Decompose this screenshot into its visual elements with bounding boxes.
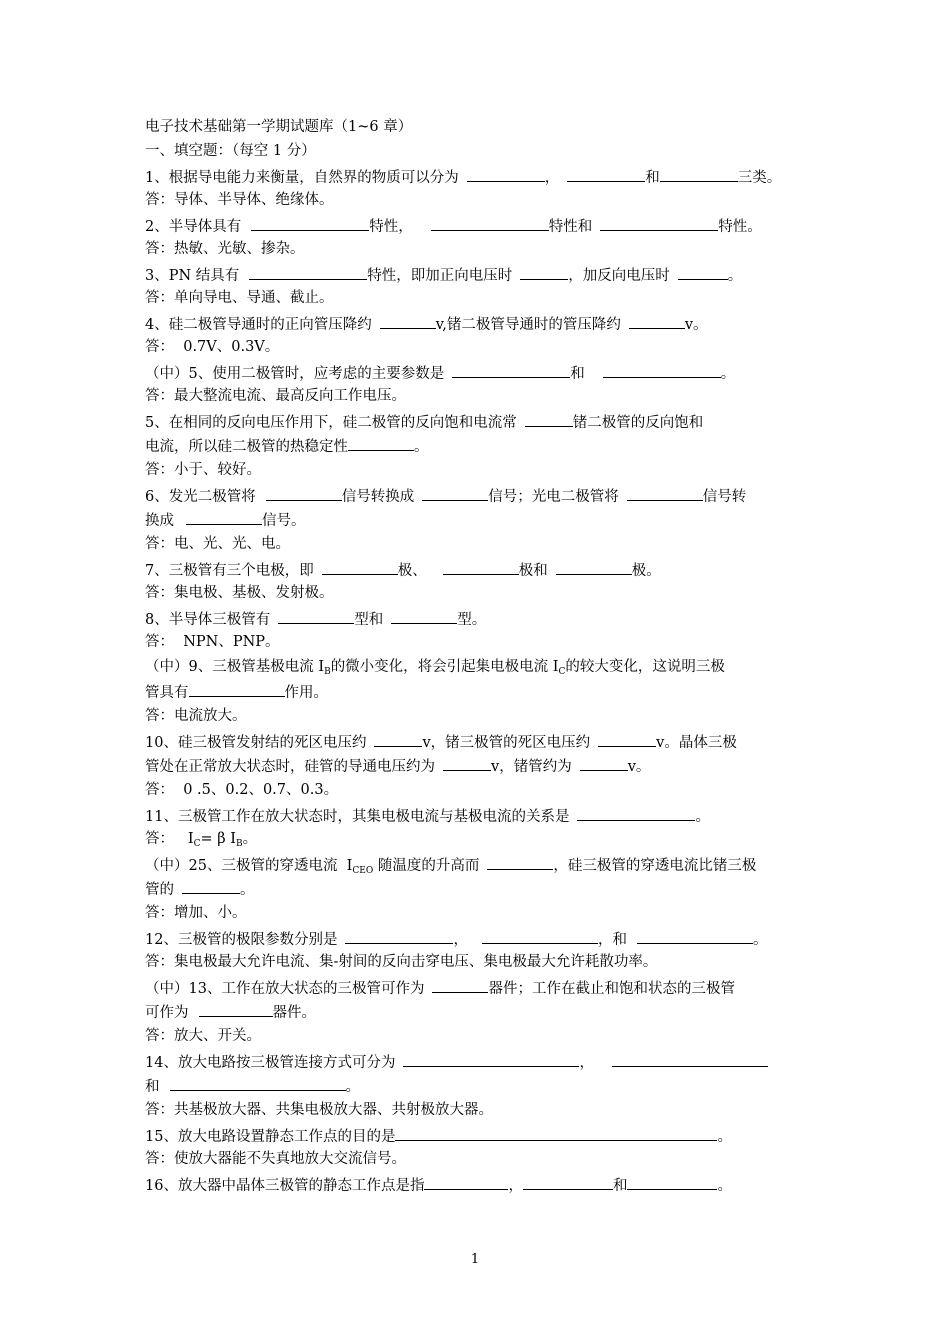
answer-15: 答：使放大器能不失真地放大交流信号。	[145, 1151, 406, 1167]
answer-6: 答：电、光、光、电。	[145, 536, 290, 552]
answer-3: 答：单向导电、导通、截止。	[145, 290, 334, 306]
answer-blank	[380, 314, 436, 329]
answer-blank	[170, 1076, 346, 1091]
answer-blank	[345, 929, 453, 944]
answer-blank	[556, 560, 632, 575]
answer-5-mid: 答：最大整流电流、最高反向工作电压。	[145, 388, 406, 404]
question-12: 12、三极管的极限参数分别是 ， ，和 。	[145, 929, 767, 949]
question-16: 16、放大器中晶体三极管的静态工作点是指 ， 和 。	[145, 1175, 732, 1195]
question-5: 5、在相同的反向电压作用下，硅二极管的反向饱和电流常 锗二极管的反向饱和	[145, 412, 703, 432]
answer-blank	[189, 682, 285, 697]
question-1: 1、根据导电能力来衡量，自然界的物质可以分为 ， 和 三类。	[145, 167, 781, 187]
answer-blank	[424, 1175, 508, 1190]
answer-blank	[567, 167, 645, 182]
question-10: 10、硅三极管发射结的死区电压约 v，锗三极管的死区电压约 v。晶体三极	[145, 732, 737, 752]
answer-5: 答：小于、较好。	[145, 462, 261, 478]
answer-blank	[600, 216, 718, 231]
answer-blank	[266, 486, 342, 501]
question-13-cont: 可作为 器件。	[145, 1002, 316, 1022]
answer-blank	[487, 855, 553, 870]
answer-2: 答：热敏、光敏、掺杂。	[145, 241, 305, 257]
answer-blank	[348, 436, 414, 451]
answer-blank	[322, 560, 398, 575]
section-heading: 一、填空题：（每空 1 分）	[145, 143, 316, 159]
question-10-cont: 管处在正常放大状态时，硅管的导通电压约为 v，锗管约为 v。	[145, 756, 650, 776]
answer-blank	[612, 1052, 768, 1067]
answer-blank	[186, 510, 262, 525]
answer-blank	[577, 806, 695, 821]
answer-blank	[374, 732, 422, 747]
answer-blank	[278, 609, 354, 624]
question-25-cont: 管的 。	[145, 879, 255, 899]
question-2: 2、半导体具有 特性， 特性和 特性。	[145, 216, 762, 236]
answer-8: 答： NPN、PNP。	[145, 634, 280, 650]
answer-13: 答：放大、开关。	[145, 1028, 261, 1044]
answer-blank	[525, 412, 573, 427]
answer-25: 答：增加、小。	[145, 905, 247, 921]
question-6: 6、发光二极管将 信号转换成 信号；光电二极管将 信号转	[145, 486, 746, 506]
question-5-mid: （中）5、使用二极管时，应考虑的主要参数是 和 。	[145, 363, 735, 383]
answer-blank	[603, 363, 721, 378]
answer-blank	[520, 265, 568, 280]
answer-blank	[637, 929, 753, 944]
answer-blank	[432, 978, 488, 993]
answer-blank	[443, 756, 491, 771]
answer-blank	[443, 560, 519, 575]
question-25-mid: （中）25、三极管的穿透电流 $I_{CEO}$ 随温度的升高而 ，硅三极管的穿透电流比锗三极	[145, 855, 756, 880]
question-11: 11、三极管工作在放大状态时，其集电极电流与基极电流的关系是 。	[145, 806, 710, 826]
answer-10: 答： 0 .5、0.2、0.7、0.3。	[145, 782, 339, 798]
answer-blank	[467, 167, 545, 182]
answer-1: 答：导体、半导体、绝缘体。	[145, 192, 334, 208]
answer-blank	[403, 1052, 579, 1067]
question-8: 8、半导体三极管有 型和 型。	[145, 609, 486, 629]
question-7: 7、三极管有三个电极，即 极、 极和 极。	[145, 560, 661, 580]
answer-blank	[249, 265, 367, 280]
answer-blank	[580, 756, 628, 771]
answer-12: 答：集电极最大允许电流、集-射间的反向击穿电压、集电极最大允许耗散功率。	[145, 954, 658, 970]
answer-blank	[482, 929, 598, 944]
question-13-mid: （中）13、工作在放大状态的三极管可作为 器件；工作在截止和饱和状态的三极管	[145, 978, 735, 998]
answer-blank	[523, 1175, 613, 1190]
question-3: 3、PN 结具有 特性，即加正向电压时 ，加反向电压时 。	[145, 265, 742, 285]
answer-11: 答： $I_C= \beta$ $I_B$。	[145, 831, 258, 849]
question-4: 4、硅二极管导通时的正向管压降约 v,锗二极管导通时的管压降约 v。	[145, 314, 708, 334]
answer-9: 答：电流放大。	[145, 708, 247, 724]
page-number: 1	[470, 1252, 480, 1267]
answer-blank	[251, 216, 369, 231]
question-9-cont: 管具有 作用。	[145, 682, 328, 702]
answer-blank	[431, 216, 549, 231]
answer-blank	[422, 486, 488, 501]
answer-blank	[627, 1175, 717, 1190]
question-14-cont: 和 。	[145, 1076, 360, 1096]
answer-blank	[452, 363, 570, 378]
answer-14: 答：共基极放大器、共集电极放大器、共射极放大器。	[145, 1102, 493, 1118]
answer-blank	[598, 732, 656, 747]
answer-blank	[182, 879, 240, 894]
question-6-cont: 换成 信号。	[145, 510, 306, 530]
answer-4: 答： 0.7V、0.3V。	[145, 339, 280, 355]
answer-7: 答：集电极、基极、发射极。	[145, 585, 334, 601]
document-title: 电子技术基础第一学期试题库（1~6 章）	[145, 119, 413, 135]
question-15: 15、放大电路设置静态工作点的目的是 。	[145, 1126, 732, 1146]
answer-blank	[391, 609, 457, 624]
answer-blank	[627, 486, 703, 501]
answer-blank	[395, 1126, 717, 1141]
answer-blank	[199, 1002, 273, 1017]
question-5-cont: 电流，所以硅二极管的热稳定性 。	[145, 436, 429, 456]
question-14: 14、放大电路按三极管连接方式可分为 ，	[145, 1052, 768, 1072]
answer-blank	[629, 314, 685, 329]
question-9-mid: （中）9、三极管基极电流 $I_B$的微小变化，将会引起集电极电流 $I_C$的较大变化，这说明三极	[145, 659, 725, 677]
answer-blank	[660, 167, 738, 182]
answer-blank	[678, 265, 728, 280]
